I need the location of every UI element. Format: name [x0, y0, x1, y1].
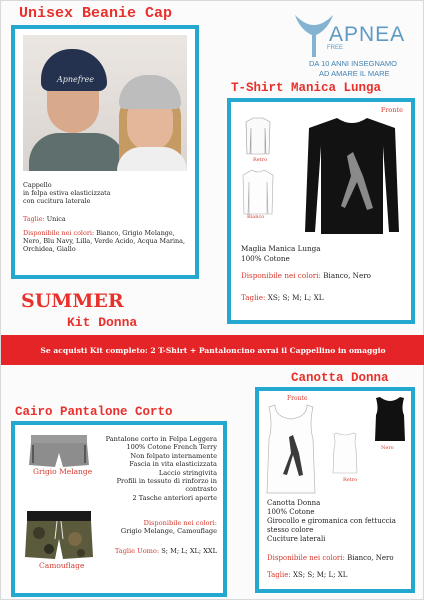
beanie-panel — [11, 25, 199, 279]
cairo-size-label: Taglie Uomo: — [114, 547, 160, 555]
summer-subtitle: Kit Donna — [67, 315, 138, 330]
man-shirt — [29, 133, 125, 171]
beanie-desc-line: Cappello — [23, 181, 52, 189]
brand-tagline-1: DA 10 ANNI INSEGNAMO — [309, 59, 397, 68]
canotta-desc-line: Girocollo e giromanica con fettuccia — [267, 517, 396, 525]
canotta-back-label: Retro — [343, 477, 358, 483]
beanie-sizes — [23, 215, 193, 223]
beanie-desc-line: con cucitura laterale — [23, 197, 91, 205]
beanie-colors-value: Bianco, Grigio Melange, Nero, Blu Navy, Lilla, Verde Acido, Acqua Marina, Orchidea, Giallo — [23, 229, 185, 253]
cairo-size-value: S; M; L; XL; XXL — [161, 547, 217, 555]
brand-sub: FREE — [327, 45, 344, 51]
canotta-colors — [267, 554, 394, 562]
tshirt-desc-line: 100% Cotone — [241, 254, 290, 263]
tshirt-colors-value: Bianco, Nero — [323, 271, 371, 280]
beanie-size-label: Taglie: — [23, 215, 45, 223]
cairo-desc-line: 100% Cotone French Terry — [126, 443, 217, 452]
summer-title: SUMMER — [21, 290, 124, 312]
beanie-photo — [23, 35, 187, 171]
black-shirt-front — [303, 116, 401, 236]
cairo-desc-line: Profili in tessuto di rinforzo in — [116, 477, 217, 486]
tshirt-colors-label: Disponibile nei colori: — [241, 271, 321, 280]
beanie-description — [23, 181, 193, 205]
beanie-colors-label: Disponibile nei colori: — [23, 229, 95, 237]
beanie-logo: Apnefree — [57, 75, 95, 84]
tshirt-front-label: Fronte — [380, 106, 403, 114]
cairo-panel — [11, 421, 227, 597]
tshirt-panel — [227, 98, 415, 324]
canotta-colors-label: Disponibile nei colori: — [267, 554, 345, 562]
tshirt-size-label: Taglie: — [241, 293, 266, 302]
canotta-desc-line: 100% Cotone — [267, 508, 315, 516]
woman-shirt — [117, 147, 187, 171]
cairo-title: Cairo Pantalone Corto — [15, 405, 173, 419]
beanie-size-value: Unica — [46, 215, 66, 223]
white-shirt-back — [245, 116, 271, 156]
cairo-sizes — [77, 547, 217, 555]
tshirt-title: T-Shirt Manica Lunga — [231, 81, 382, 95]
cairo-desc-line: Pantalone corto in Felpa Leggera — [105, 435, 217, 443]
canotta-desc-line: Canotta Donna — [267, 499, 321, 507]
tshirt-size-value: XS; S; M; L; XL — [267, 293, 324, 302]
tshirt-description — [241, 244, 321, 264]
canotta-desc-line: Cuciture laterali — [267, 535, 326, 543]
brand-name: APNEA — [329, 23, 406, 46]
tshirt-white-label: Bianco — [247, 214, 265, 220]
woman-beanie — [119, 75, 181, 109]
canotta-title: Canotta Donna — [291, 371, 389, 385]
cairo-colors — [89, 519, 217, 536]
canotta-size-value: XS; S; M; L; XL — [293, 571, 348, 579]
canotta-desc-line: stesso colore — [267, 526, 314, 534]
promo-banner-text: Se acquisti Kit completo: 2 T-Shirt + Pantaloncino avrai il Cappellino in omaggio — [40, 345, 386, 355]
cairo-camo-label: Camouflage — [39, 561, 85, 570]
cairo-grey-label: Grigio Melange — [33, 467, 93, 476]
cairo-colors-value: Grigio Melange, Camouflage — [120, 527, 217, 536]
brand-tagline-2: AD AMARE IL MARE — [319, 69, 390, 78]
man-beanie — [41, 49, 107, 91]
black-tank — [373, 395, 407, 443]
brand-logo — [293, 13, 413, 83]
beanie-colors — [23, 229, 195, 253]
beanie-desc-line: in felpa estiva elasticizzata — [23, 189, 111, 197]
tshirt-back-label: Retro — [253, 157, 268, 163]
canotta-black-label: Nero — [381, 445, 394, 451]
canotta-sizes — [267, 571, 347, 579]
beanie-title: Unisex Beanie Cap — [19, 5, 173, 22]
canotta-panel — [255, 387, 415, 593]
cairo-colors-label: Disponibile nei colori: — [143, 519, 217, 527]
cairo-desc-line: 2 Tasche anteriori aperte — [132, 493, 217, 502]
canotta-description — [267, 499, 396, 544]
tshirt-desc-line: Maglia Manica Lunga — [241, 244, 321, 253]
cairo-desc-line: Non felpato internamente — [130, 451, 217, 460]
promo-banner — [1, 335, 424, 365]
cairo-desc-line: contrasto — [185, 485, 217, 494]
tshirt-colors — [241, 272, 371, 280]
grey-shorts — [27, 433, 91, 469]
tshirt-sizes — [241, 294, 324, 302]
canotta-size-label: Taglie: — [267, 571, 291, 579]
canotta-colors-value: Bianco, Nero — [347, 554, 394, 562]
cairo-desc-line: Laccio stringivita — [158, 468, 217, 477]
canotta-front-label: Fronte — [287, 395, 308, 402]
white-tank-back — [331, 431, 359, 475]
white-tank-front — [263, 403, 319, 495]
white-shirt-front — [241, 168, 275, 216]
cairo-description — [89, 435, 217, 502]
cairo-desc-line: Fascia in vita elasticizzata — [129, 460, 217, 469]
